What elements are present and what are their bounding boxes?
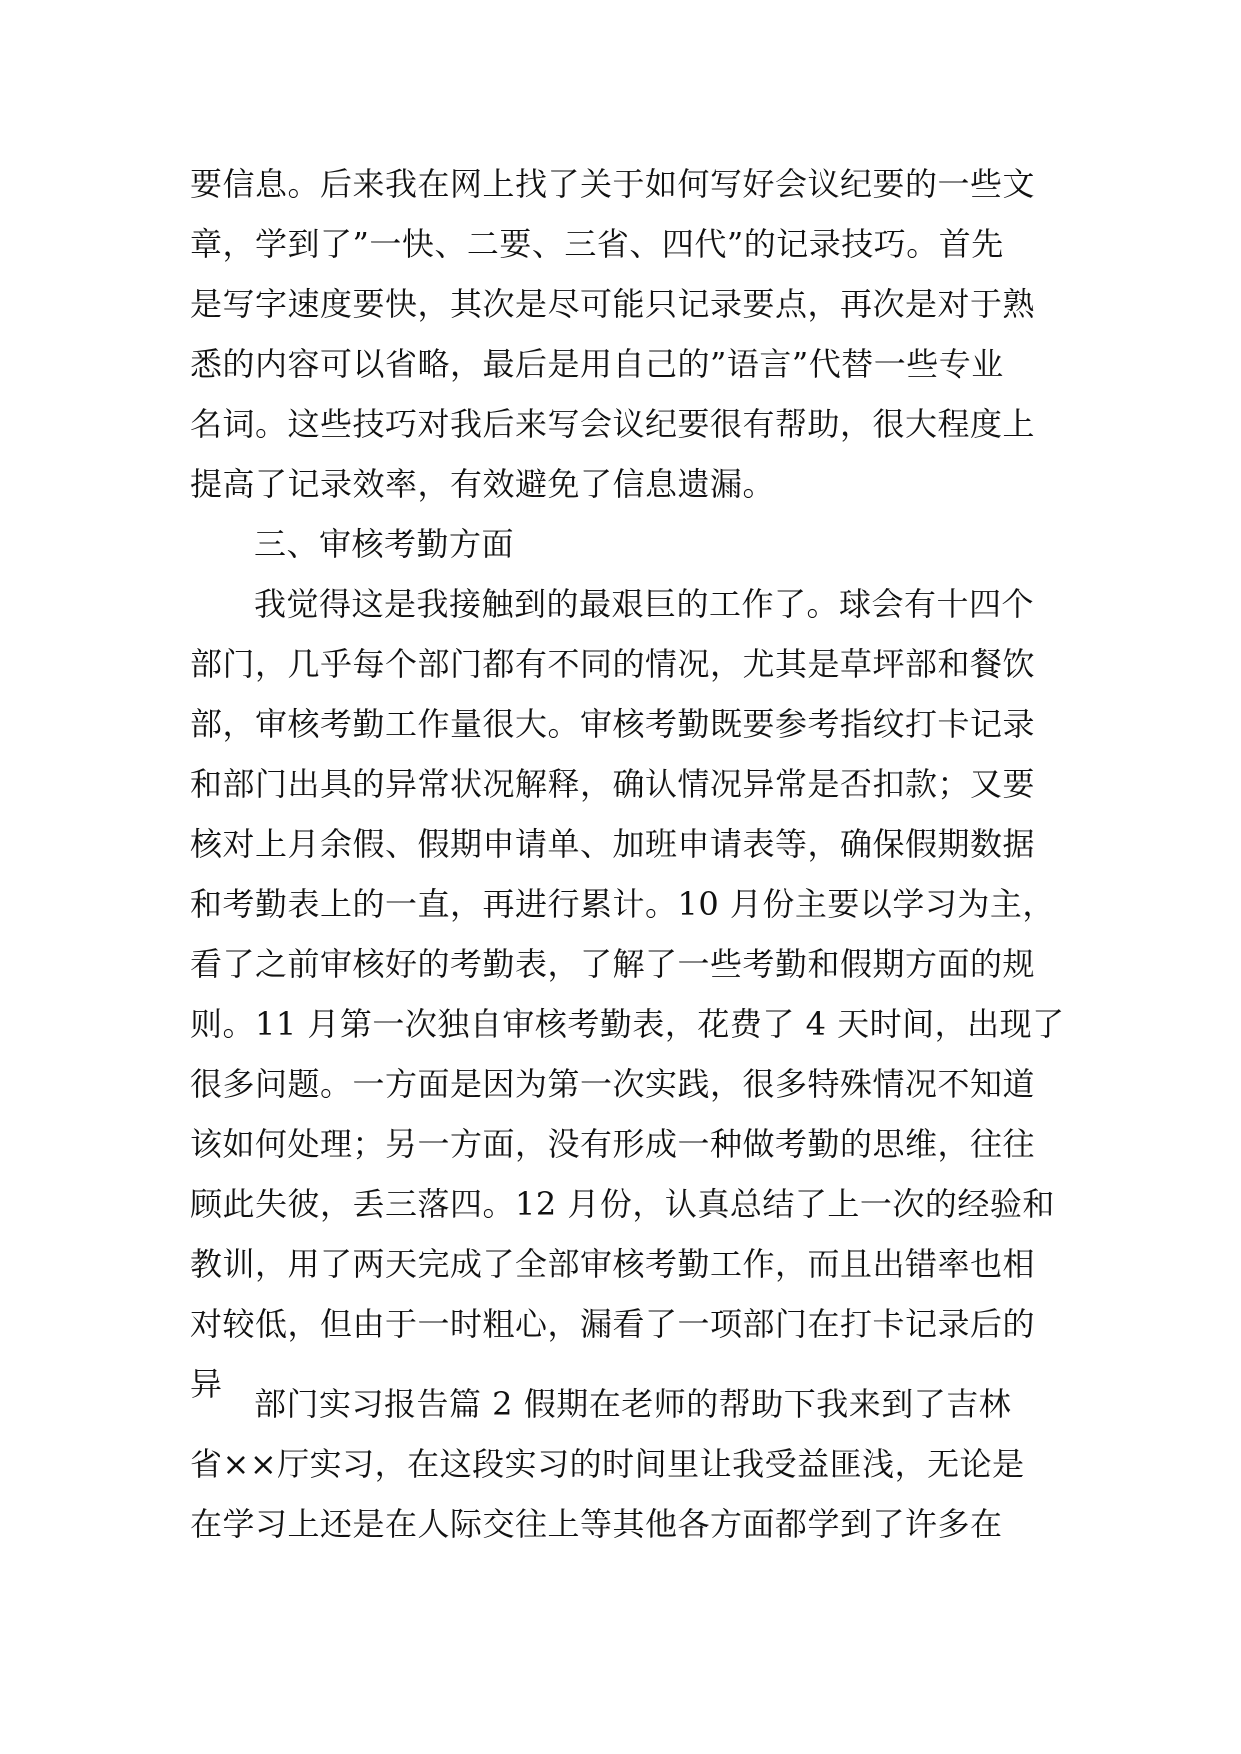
text-line: 部门，几乎每个部门都有不同的情况，尤其是草坪部和餐饮 <box>190 645 1036 683</box>
text-line: 教训，用了两天完成了全部审核考勤工作，而且出错率也相 <box>190 1245 1036 1283</box>
text-line: 和部门出具的异常状况解释，确认情况异常是否扣款；又要 <box>190 765 1036 803</box>
text-line: 在学习上还是在人际交往上等其他各方面都学到了许多在 <box>190 1505 1003 1543</box>
text-line: 我觉得这是我接触到的最艰巨的工作了。球会有十四个 <box>254 585 1035 623</box>
text-line: 顾此失彼，丢三落四。12 月份，认真总结了上一次的经验和 <box>190 1185 1055 1223</box>
text-line: 部门实习报告篇 2 假期在老师的帮助下我来到了吉林 <box>254 1385 1012 1423</box>
text-block-continuation <box>190 154 1065 1414</box>
text-line: 提高了记录效率，有效避免了信息遗漏。 <box>190 465 776 503</box>
text-line: 章，学到了”一快、二要、三省、四代”的记录技巧。首先 <box>190 225 1004 263</box>
text-line: 很多问题。一方面是因为第一次实践，很多特殊情况不知道 <box>190 1065 1036 1103</box>
text-line: 是写字速度要快，其次是尽可能只记录要点，再次是对于熟 <box>190 285 1036 323</box>
text-line: 该如何处理；另一方面，没有形成一种做考勤的思维，往往 <box>190 1125 1036 1163</box>
text-line: 部，审核考勤工作量很大。审核考勤既要参考指纹打卡记录 <box>190 705 1036 743</box>
text-line: 异 <box>190 1365 223 1403</box>
text-line: 名词。这些技巧对我后来写会议纪要很有帮助，很大程度上 <box>190 405 1036 443</box>
text-line: 要信息。后来我在网上找了关于如何写好会议纪要的一些文 <box>190 165 1036 203</box>
text-line: 悉的内容可以省略，最后是用自己的”语言”代替一些专业 <box>190 345 1004 383</box>
text-block-report-2 <box>190 1374 1050 1554</box>
text-line: 和考勤表上的一直，再进行累计。10 月份主要以学习为主， <box>190 885 1055 923</box>
text-line: 则。11 月第一次独自审核考勤表，花费了 4 天时间，出现了 <box>190 1005 1065 1043</box>
text-line: 核对上月余假、假期申请单、加班申请表等，确保假期数据 <box>190 825 1036 863</box>
text-line: 省××厅实习，在这段实习的时间里让我受益匪浅，无论是 <box>190 1445 1025 1483</box>
section-heading: 三、审核考勤方面 <box>254 525 515 563</box>
text-line: 对较低，但由于一时粗心，漏看了一项部门在打卡记录后的 <box>190 1305 1036 1343</box>
text-line: 看了之前审核好的考勤表，了解了一些考勤和假期方面的规 <box>190 945 1036 983</box>
